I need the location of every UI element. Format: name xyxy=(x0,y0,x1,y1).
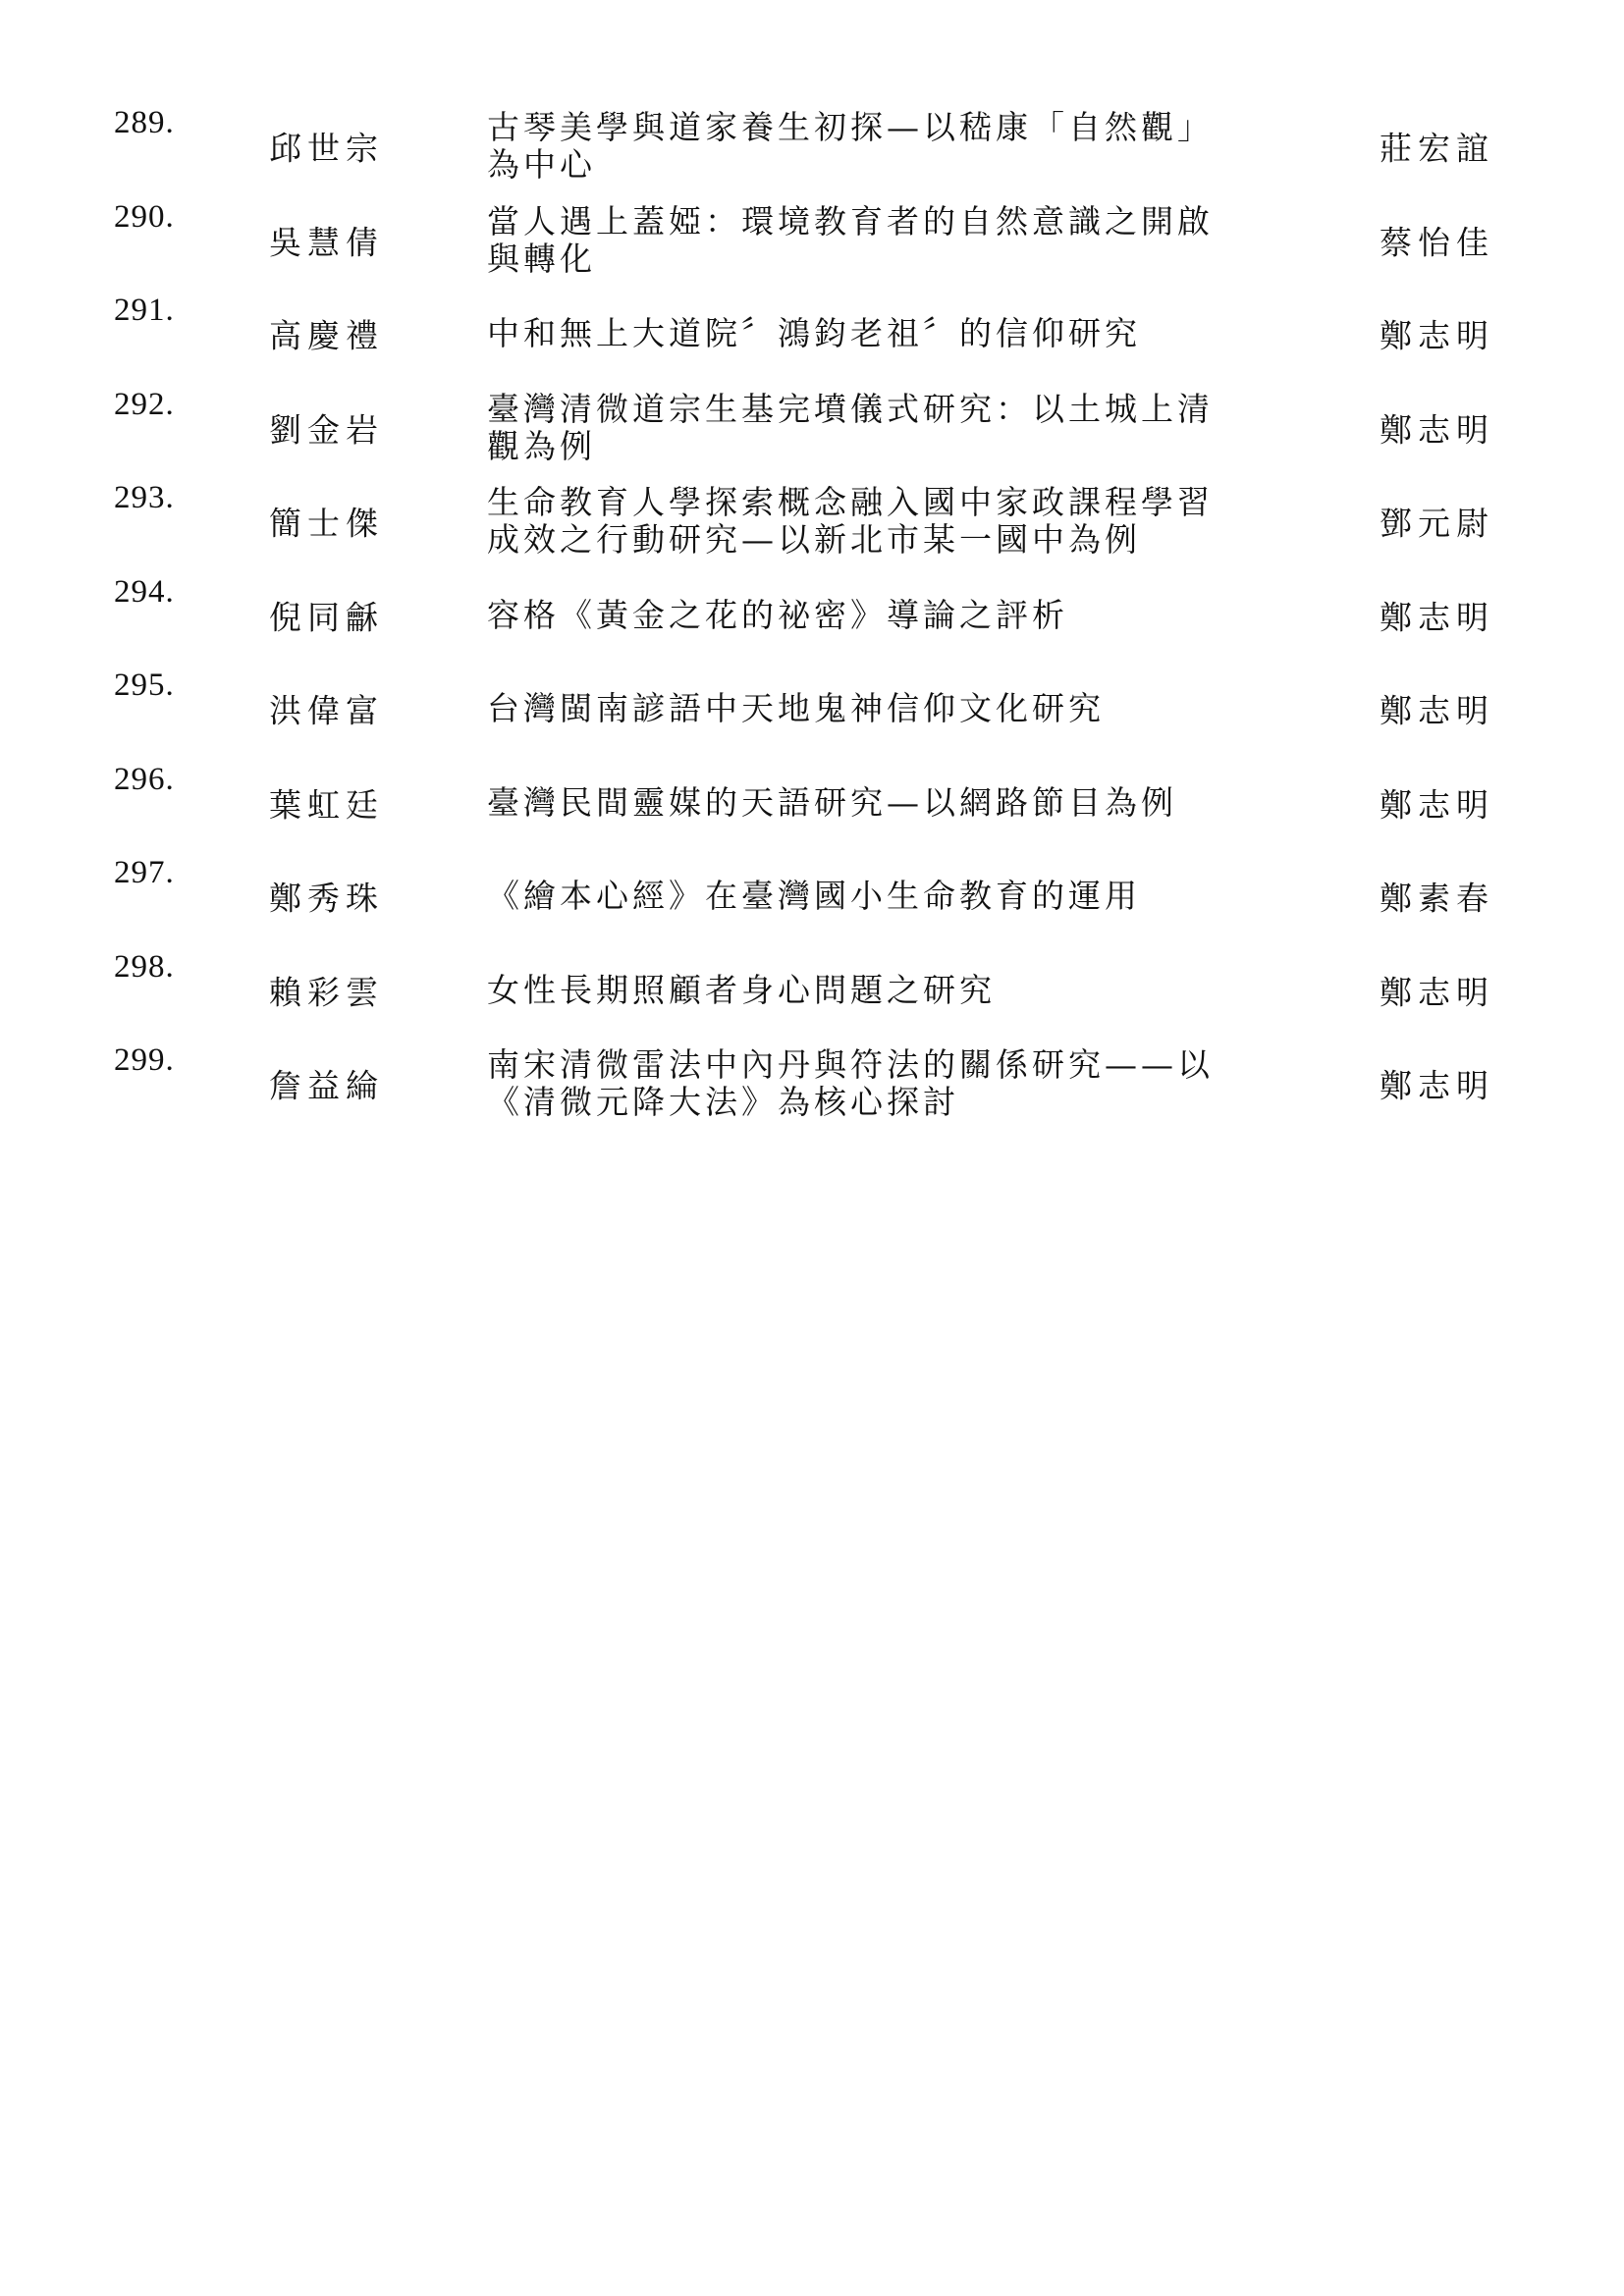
entry-number: 289. xyxy=(114,105,175,140)
thesis-title-line: 《繪本心經》在臺灣國小生命教育的運用 xyxy=(487,877,1141,915)
entry-number: 299. xyxy=(114,1042,175,1078)
table-row xyxy=(0,383,1624,476)
entry-number: 297. xyxy=(114,855,175,890)
advisor-name: 鄭志明 xyxy=(1380,691,1494,730)
table-row xyxy=(0,1039,1624,1132)
thesis-title-line: 女性長期照顧者身心問題之研究 xyxy=(487,970,996,1009)
thesis-title xyxy=(487,597,1263,634)
advisor-name: 蔡怡佳 xyxy=(1380,223,1494,261)
entry-number: 292. xyxy=(114,386,175,422)
thesis-title xyxy=(487,784,1263,822)
student-name: 倪同龢 xyxy=(269,598,384,636)
thesis-title xyxy=(487,878,1263,915)
table-row xyxy=(0,664,1624,757)
table-row xyxy=(0,101,1624,194)
student-name: 吳慧倩 xyxy=(269,223,384,261)
entry-number: 291. xyxy=(114,293,175,328)
entry-number: 290. xyxy=(114,198,175,235)
thesis-title-line: 觀為例 xyxy=(487,426,596,465)
student-name: 簡士傑 xyxy=(269,504,384,543)
thesis-title-line: 《清微元降大法》為核心探討 xyxy=(487,1083,959,1121)
thesis-title-line: 與轉化 xyxy=(487,239,596,278)
entry-number: 296. xyxy=(114,761,175,797)
thesis-title-line: 生命教育人學探索概念融入國中家政課程學習 xyxy=(487,483,1214,521)
student-name: 邱世宗 xyxy=(269,129,384,168)
thesis-title xyxy=(487,972,1263,1009)
student-name: 鄭秀珠 xyxy=(269,879,384,918)
student-name: 高慶禮 xyxy=(269,316,384,355)
advisor-name: 鄭志明 xyxy=(1380,973,1494,1011)
table-row xyxy=(0,570,1624,664)
thesis-title-line: 古琴美學與道家養生初探—以嵇康「自然觀」 xyxy=(487,108,1214,146)
thesis-title-line: 中和無上大道院〞鴻鈞老祖〞的信仰研究 xyxy=(487,314,1141,352)
advisor-name: 鄭志明 xyxy=(1380,785,1494,824)
advisor-name: 鄭素春 xyxy=(1380,879,1494,918)
advisor-name: 鄭志明 xyxy=(1380,1066,1494,1105)
thesis-title xyxy=(487,109,1263,184)
advisor-name: 鄭志明 xyxy=(1380,410,1494,449)
student-name: 劉金岩 xyxy=(269,410,384,449)
thesis-title xyxy=(487,315,1263,352)
thesis-title-line: 臺灣民間靈媒的天語研究—以網路節目為例 xyxy=(487,782,1177,822)
entry-number: 294. xyxy=(114,573,175,610)
table-row xyxy=(0,476,1624,569)
student-name: 葉虹廷 xyxy=(269,785,384,824)
thesis-title xyxy=(487,203,1263,278)
student-name: 洪偉富 xyxy=(269,691,384,730)
thesis-title-line: 為中心 xyxy=(487,145,596,184)
thesis-title xyxy=(487,1046,1263,1121)
thesis-title-line: 南宋清微雷法中內丹與符法的關係研究——以 xyxy=(487,1045,1214,1084)
thesis-title-line: 容格《黃金之花的祕密》導論之評析 xyxy=(487,595,1068,634)
student-name: 詹益綸 xyxy=(269,1066,384,1105)
entry-number: 295. xyxy=(114,667,175,703)
thesis-title-line: 台灣閩南諺語中天地鬼神信仰文化研究 xyxy=(487,689,1105,727)
thesis-title xyxy=(487,484,1263,559)
table-row xyxy=(0,945,1624,1039)
entry-number: 293. xyxy=(114,480,175,515)
advisor-name: 鄭志明 xyxy=(1380,598,1494,636)
advisor-name: 莊宏誼 xyxy=(1380,129,1494,168)
table-row xyxy=(0,758,1624,851)
thesis-title-line: 當人遇上蓋婭：環境教育者的自然意識之開啟 xyxy=(487,201,1214,240)
thesis-title xyxy=(487,391,1263,465)
entry-number: 298. xyxy=(114,948,175,985)
table-row xyxy=(0,289,1624,382)
table-row xyxy=(0,851,1624,944)
table-row xyxy=(0,195,1624,289)
thesis-title-line: 臺灣清微道宗生基完墳儀式研究：以土城上清 xyxy=(487,389,1214,428)
advisor-name: 鄭志明 xyxy=(1380,316,1494,355)
student-name: 賴彩雲 xyxy=(269,973,384,1011)
thesis-title xyxy=(487,690,1263,727)
advisor-name: 鄧元尉 xyxy=(1380,504,1494,543)
thesis-title-line: 成效之行動研究—以新北市某一國中為例 xyxy=(487,520,1141,559)
